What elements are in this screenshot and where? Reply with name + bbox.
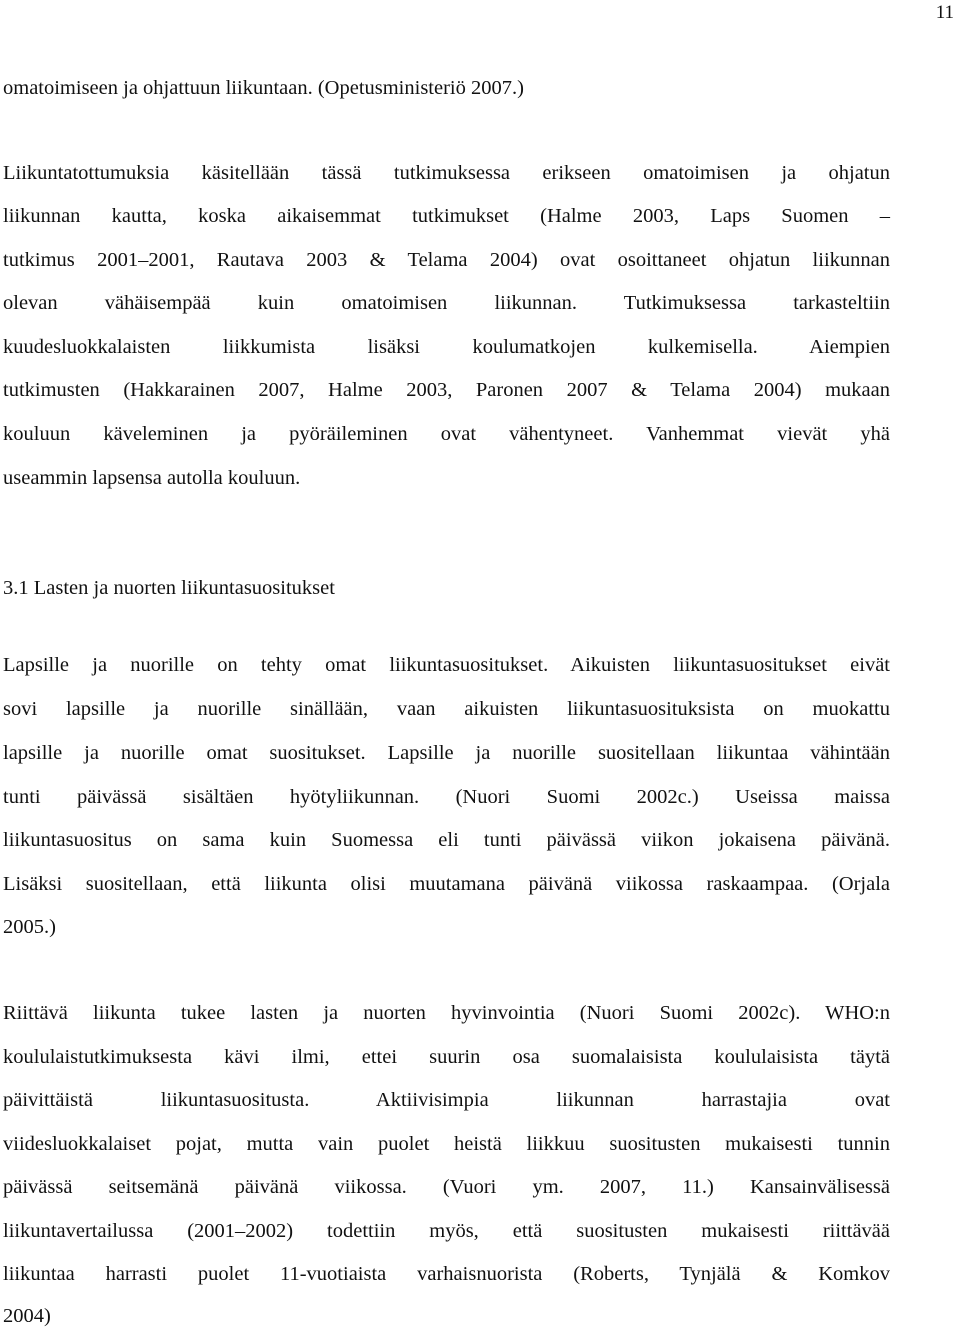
page-number: 11 [935, 2, 954, 23]
text-line: tunti päivässä sisältäen hyötyliikunnan. (Nuori Suomi 2002c.) Useissa maissa [3, 786, 890, 808]
text-line: päivittäistä liikuntasuositusta. Aktiivisimpia liikunnan harrastajia ovat [3, 1089, 890, 1111]
text-line: liikuntaa harrasti puolet 11-vuotiaista varhaisnuorista (Roberts, Tynjälä & Komkov [3, 1263, 890, 1285]
text-line: tutkimusten (Hakkarainen 2007, Halme 2003, Paronen 2007 & Telama 2004) mukaan [3, 379, 890, 401]
text-line: kouluun käveleminen ja pyöräileminen ovat vähentyneet. Vanhemmat vievät yhä [3, 423, 890, 445]
text-line: 2005.) [3, 916, 56, 938]
text-line: lapsille ja nuorille omat suositukset. Lapsille ja nuorille suositellaan liikuntaa vähintään [3, 742, 890, 764]
text-line: olevan vähäisempää kuin omatoimisen liikunnan. Tutkimuksessa tarkasteltiin [3, 292, 890, 314]
text-line: tutkimus 2001–2001, Rautava 2003 & Telama 2004) ovat osoittaneet ohjatun liikunnan [3, 249, 890, 271]
text-line: sovi lapsille ja nuorille sinällään, vaan aikuisten liikuntasuosituksista on muokattu [3, 698, 890, 720]
section-heading: 3.1 Lasten ja nuorten liikuntasuositukset [3, 577, 335, 599]
text-line: kuudesluokkalaisten liikkumista lisäksi koulumatkojen kulkemisella. Aiempien [3, 336, 890, 358]
text-line: viidesluokkalaiset pojat, mutta vain puolet heistä liikkuu suositusten mukaisesti tunnin [3, 1133, 890, 1155]
text-line: useammin lapsensa autolla kouluun. [3, 467, 301, 489]
text-line: omatoimiseen ja ohjattuun liikuntaan. (Opetusministeriö 2007.) [3, 77, 524, 99]
text-line: Lapsille ja nuorille on tehty omat liikuntasuositukset. Aikuisten liikuntasuositukset eivät [3, 654, 890, 676]
text-line: Lisäksi suositellaan, että liikunta olisi muutamana päivänä viikossa raskaampaa. (Orjala [3, 873, 890, 895]
text-line: Liikuntatottumuksia käsitellään tässä tutkimuksessa erikseen omatoimisen ja ohjatun [3, 162, 890, 184]
text-line: koululaistutkimuksesta kävi ilmi, ettei suurin osa suomalaisista koululaisista täytä [3, 1046, 890, 1068]
text-line: liikuntavertailussa (2001–2002) todettiin myös, että suositusten mukaisesti riittävää [3, 1220, 890, 1242]
text-line: liikuntasuositus on sama kuin Suomessa eli tunti päivässä viikon jokaisena päivänä. [3, 829, 890, 851]
text-line: liikunnan kautta, koska aikaisemmat tutkimukset (Halme 2003, Laps Suomen – [3, 205, 890, 227]
text-line: Riittävä liikunta tukee lasten ja nuorten hyvinvointia (Nuori Suomi 2002c). WHO:n [3, 1002, 890, 1024]
text-line: päivässä seitsemänä päivänä viikossa. (Vuori ym. 2007, 11.) Kansainvälisessä [3, 1176, 890, 1198]
text-line: 2004) [3, 1305, 51, 1327]
